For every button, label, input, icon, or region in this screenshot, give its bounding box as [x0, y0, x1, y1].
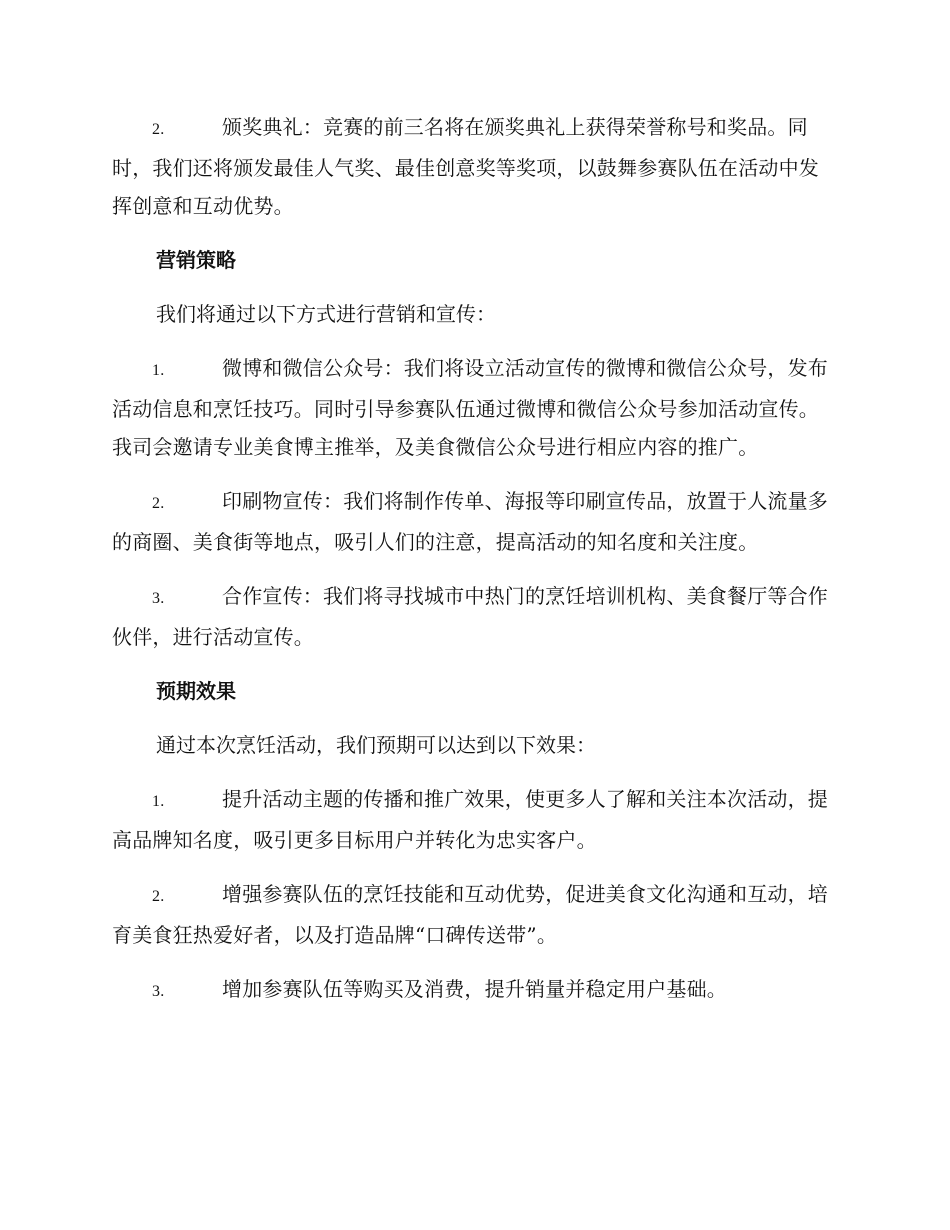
marketing-intro: 我们将通过以下方式进行营销和宣传： — [156, 302, 496, 326]
expected-list-item — [112, 970, 838, 1011]
marketing-list-item — [112, 482, 838, 561]
list-item-text: 增加参赛队伍等购买及消费，提升销量并稳定用户基础。 — [222, 977, 727, 1001]
section-heading-expected: 预期效果 — [156, 679, 236, 703]
awards-list-item — [112, 108, 838, 225]
list-item-text: 颁奖典礼：竞赛的前三名将在颁奖典礼上获得荣誉称号和奖品。同时，我们还将颁发最佳人气奖、最佳创意奖等奖项，以鼓舞参赛队伍在活动中发挥创意和互动优势。 — [112, 115, 819, 218]
list-number: 3. — [152, 983, 165, 1000]
list-item-text: 微博和微信公众号：我们将设立活动宣传的微博和微信公众号，发布活动信息和烹饪技巧。同时引导参赛队伍通过微博和微信公众号参加活动宣传。我司会邀请专业美食博主推举，及美食微信公众号进行相应内容的推广。 — [112, 356, 828, 459]
expected-list-item — [112, 780, 838, 859]
list-number: 2. — [152, 121, 165, 138]
section-heading-marketing: 营销策略 — [156, 248, 236, 272]
marketing-list-item — [112, 349, 838, 466]
list-number: 2. — [152, 495, 165, 512]
list-item-text: 增强参赛队伍的烹饪技能和互动优势，促进美食文化沟通和互动，培育美食狂热爱好者，以及打造品牌“口碑传送带”。 — [112, 882, 828, 947]
expected-list-item — [112, 875, 838, 954]
list-number: 3. — [152, 590, 165, 607]
list-item-text: 合作宣传：我们将寻找城市中热门的烹饪培训机构、美食餐厅等合作伙伴，进行活动宣传。 — [112, 584, 828, 649]
list-number: 1. — [152, 793, 165, 810]
document-body — [112, 108, 838, 1027]
list-item-text: 印刷物宣传：我们将制作传单、海报等印刷宣传品，放置于人流量多的商圈、美食街等地点，吸引人们的注意，提高活动的知名度和关注度。 — [112, 489, 828, 554]
list-item-text: 提升活动主题的传播和推广效果，使更多人了解和关注本次活动，提高品牌知名度，吸引更多目标用户并转化为忠实客户。 — [112, 787, 828, 852]
list-number: 1. — [152, 362, 165, 379]
expected-intro: 通过本次烹饪活动，我们预期可以达到以下效果： — [156, 733, 596, 757]
list-number: 2. — [152, 888, 165, 905]
marketing-list-item — [112, 577, 838, 656]
